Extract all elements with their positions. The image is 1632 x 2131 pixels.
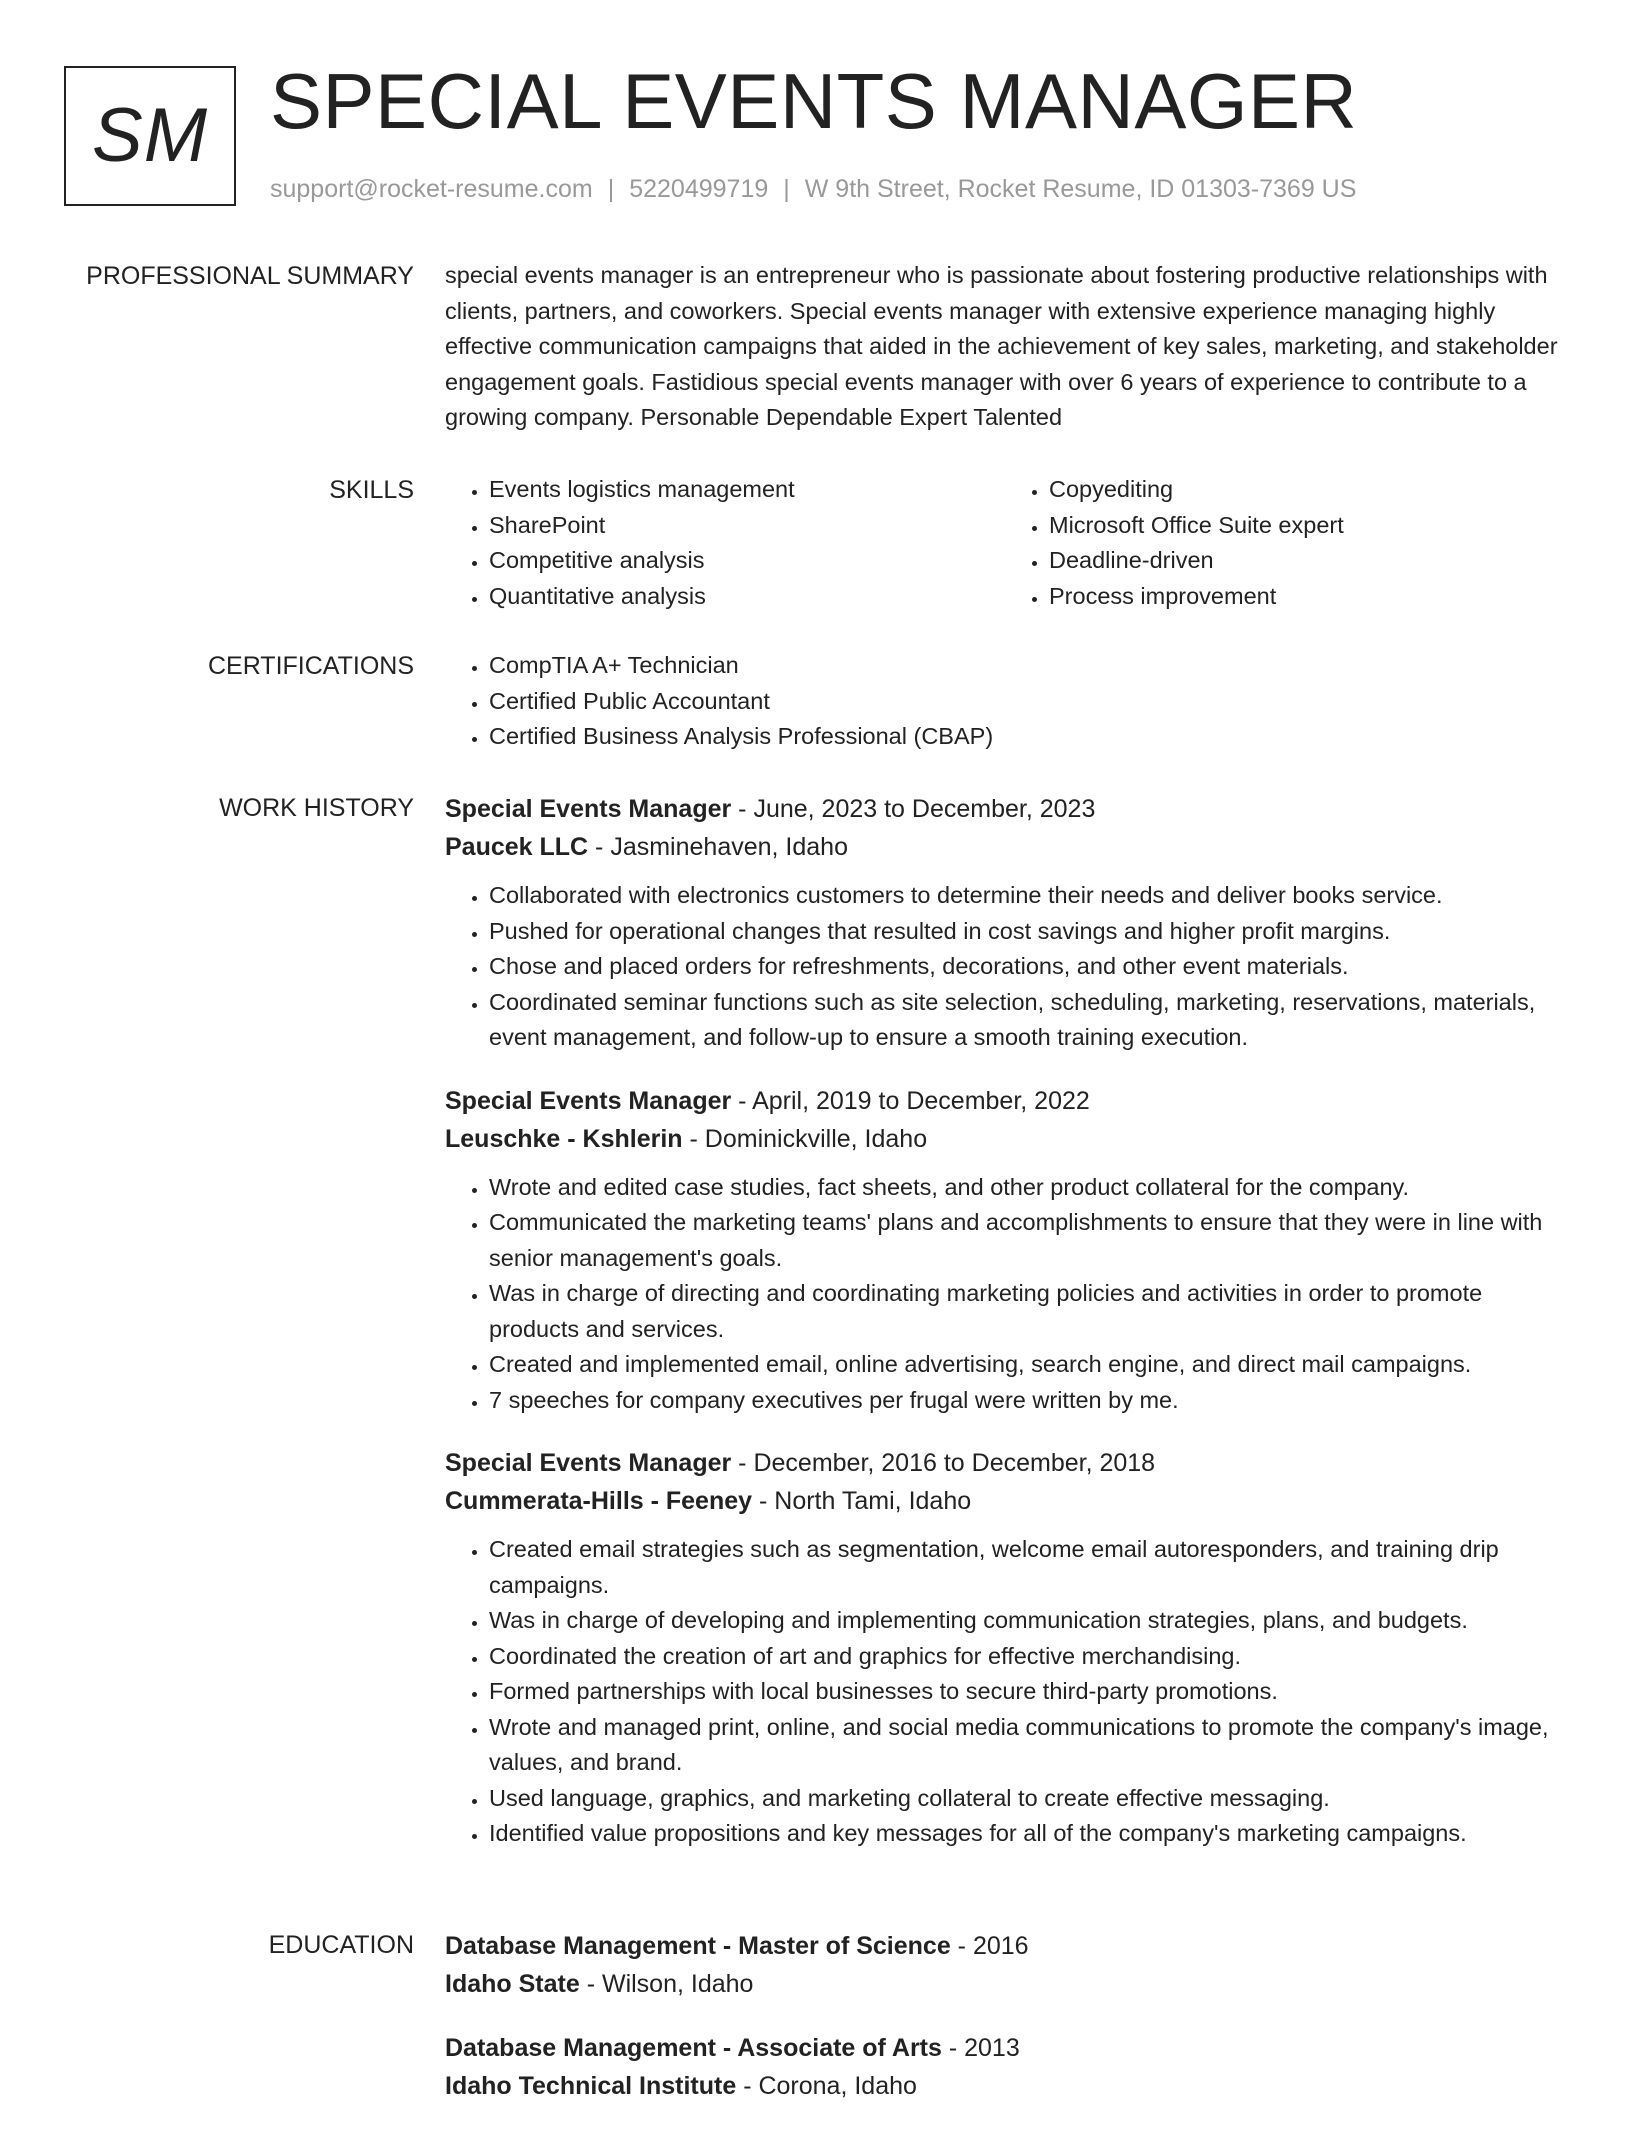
- certification-item: • Certified Business Analysis Professional (CBAP): [489, 719, 1565, 755]
- contact-phone[interactable]: 5220499719: [629, 175, 769, 203]
- job-company-line: [445, 1120, 1565, 1158]
- education-school-line: [445, 1965, 1565, 2003]
- education-year: - 2016: [950, 1932, 1029, 1960]
- job-dates: - December, 2016 to December, 2018: [731, 1449, 1156, 1477]
- education-body: [445, 1927, 1565, 2131]
- education-degree: Database Management - Master of Science: [445, 1932, 951, 1960]
- skill-item: • Events logistics management: [489, 472, 1005, 508]
- job-company: Cummerata-Hills - Feeney: [445, 1487, 753, 1515]
- job-bullet: • Formed partnerships with local businesses to secure third-party promotions.: [489, 1674, 1565, 1710]
- job-bullet: • Wrote and managed print, online, and social media communications to promote the company's image, values, and brand.: [489, 1710, 1565, 1781]
- job-dates: - April, 2019 to December, 2022: [731, 1086, 1090, 1115]
- job-bullet: • Created and implemented email, online advertising, search engine, and direct mail campaigns.: [489, 1347, 1565, 1383]
- job-title: Special Events Manager: [445, 1086, 732, 1115]
- education-location: - Corona, Idaho: [736, 2072, 917, 2100]
- job-entry: [445, 1082, 1565, 1419]
- section-label-summary: PROFESSIONAL SUMMARY: [86, 262, 414, 290]
- certifications-body: [445, 648, 1565, 755]
- job-bullet: • 7 speeches for company executives per frugal were written by me.: [489, 1383, 1565, 1419]
- contact-line: [270, 174, 1356, 204]
- skill-item: • Process improvement: [1049, 579, 1565, 615]
- education-degree-line: [445, 2029, 1565, 2067]
- job-dates: - June, 2023 to December, 2023: [731, 795, 1096, 823]
- job-location: - North Tami, Idaho: [752, 1487, 972, 1515]
- job-company: Leuschke - Kshlerin: [445, 1124, 683, 1153]
- job-title: Special Events Manager: [445, 1449, 732, 1477]
- education-entry: [445, 1927, 1565, 2003]
- job-company-line: [445, 1482, 1565, 1520]
- job-location: - Jasminehaven, Idaho: [588, 833, 848, 861]
- education-school: Idaho Technical Institute: [445, 2072, 737, 2100]
- skills-grid: [445, 472, 1565, 614]
- job-bullet: • Was in charge of developing and implementing communication strategies, plans, and budgets.: [489, 1603, 1565, 1639]
- skills-list-right: [1005, 472, 1565, 614]
- education-school-line: [445, 2067, 1565, 2105]
- education-location: - Wilson, Idaho: [579, 1970, 754, 1998]
- monogram-box: [64, 66, 236, 206]
- section-label-work-history: WORK HISTORY: [219, 794, 414, 822]
- education-degree: Database Management - Associate of Arts: [445, 2034, 942, 2062]
- job-title-line: [445, 790, 1565, 828]
- education-school: Idaho State: [445, 1970, 580, 1998]
- job-location: - Dominickville, Idaho: [682, 1124, 928, 1153]
- contact-separator: |: [783, 175, 790, 203]
- job-bullet: • Chose and placed orders for refreshments, decorations, and other event materials.: [489, 949, 1565, 985]
- certification-item: • Certified Public Accountant: [489, 684, 1565, 720]
- education-entry: [445, 2029, 1565, 2105]
- monogram-initials: SM: [92, 93, 208, 178]
- skill-item: • Deadline-driven: [1049, 543, 1565, 579]
- job-company-line: [445, 828, 1565, 866]
- skill-item: • SharePoint: [489, 508, 1005, 544]
- summary-text: special events manager is an entrepreneur who is passionate about fostering productive relationships with clients, partners, and coworkers. Special events manager with extensive experience managing highly effective communication campaigns that aided in the achievement of key sales, marketing, and stakeholder engagement goals. Fastidious special events manager with over 6 years of experience to contribute to a growing company. Personable Dependable Expert Talented: [445, 262, 1558, 430]
- contact-separator: |: [607, 175, 615, 203]
- section-label-education: EDUCATION: [268, 1931, 414, 1959]
- job-bullet: • Coordinated the creation of art and graphics for effective merchandising.: [489, 1639, 1565, 1675]
- job-bullet: • Pushed for operational changes that resulted in cost savings and higher profit margins.: [489, 914, 1565, 950]
- skill-item: • Quantitative analysis: [489, 579, 1005, 615]
- resume-name: SPECIAL EVENTS MANAGER: [270, 57, 1358, 145]
- job-title-line: [445, 1082, 1565, 1120]
- job-bullet: • Used language, graphics, and marketing collateral to create effective messaging.: [489, 1781, 1565, 1817]
- skill-item: • Competitive analysis: [489, 543, 1005, 579]
- skills-list-left: [445, 472, 1005, 614]
- job-bullets: [445, 1170, 1565, 1419]
- section-label-certifications: CERTIFICATIONS: [207, 652, 414, 680]
- job-bullet: • Wrote and edited case studies, fact sheets, and other product collateral for the company.: [489, 1170, 1565, 1206]
- job-company: Paucek LLC: [445, 833, 589, 861]
- certification-item: • CompTIA A+ Technician: [489, 648, 1565, 684]
- job-title: Special Events Manager: [445, 795, 732, 823]
- job-entry: [445, 1444, 1565, 1852]
- job-bullet: • Communicated the marketing teams' plans and accomplishments to ensure that they were in line with senior management's goals.: [489, 1205, 1565, 1276]
- job-bullet: • Was in charge of directing and coordinating marketing policies and activities in order to promote products and services.: [489, 1276, 1565, 1347]
- work-history-body: [445, 790, 1565, 1878]
- summary-body: [445, 258, 1565, 436]
- job-bullet: • Identified value propositions and key messages for all of the company's marketing campaigns.: [489, 1816, 1565, 1852]
- job-bullet: • Collaborated with electronics customers to determine their needs and deliver books service.: [489, 878, 1565, 914]
- job-bullets: [445, 1532, 1565, 1852]
- education-year: - 2013: [941, 2034, 1020, 2062]
- job-title-line: [445, 1444, 1565, 1482]
- job-bullet: • Created email strategies such as segmentation, welcome email autoresponders, and training drip campaigns.: [489, 1532, 1565, 1603]
- education-degree-line: [445, 1927, 1565, 1965]
- contact-email[interactable]: support@rocket-resume.com: [270, 175, 593, 203]
- certifications-list: [445, 648, 1565, 755]
- job-entry: [445, 790, 1565, 1056]
- skill-item: • Copyediting: [1049, 472, 1565, 508]
- section-label-skills: SKILLS: [329, 476, 414, 504]
- job-bullet: • Coordinated seminar functions such as site selection, scheduling, marketing, reservations, materials, event management, and follow-up to ensure a smooth training execution.: [489, 985, 1565, 1056]
- contact-address: W 9th Street, Rocket Resume, ID 01303-7369 US: [804, 175, 1357, 203]
- job-bullets: [445, 878, 1565, 1056]
- skill-item: • Microsoft Office Suite expert: [1049, 508, 1565, 544]
